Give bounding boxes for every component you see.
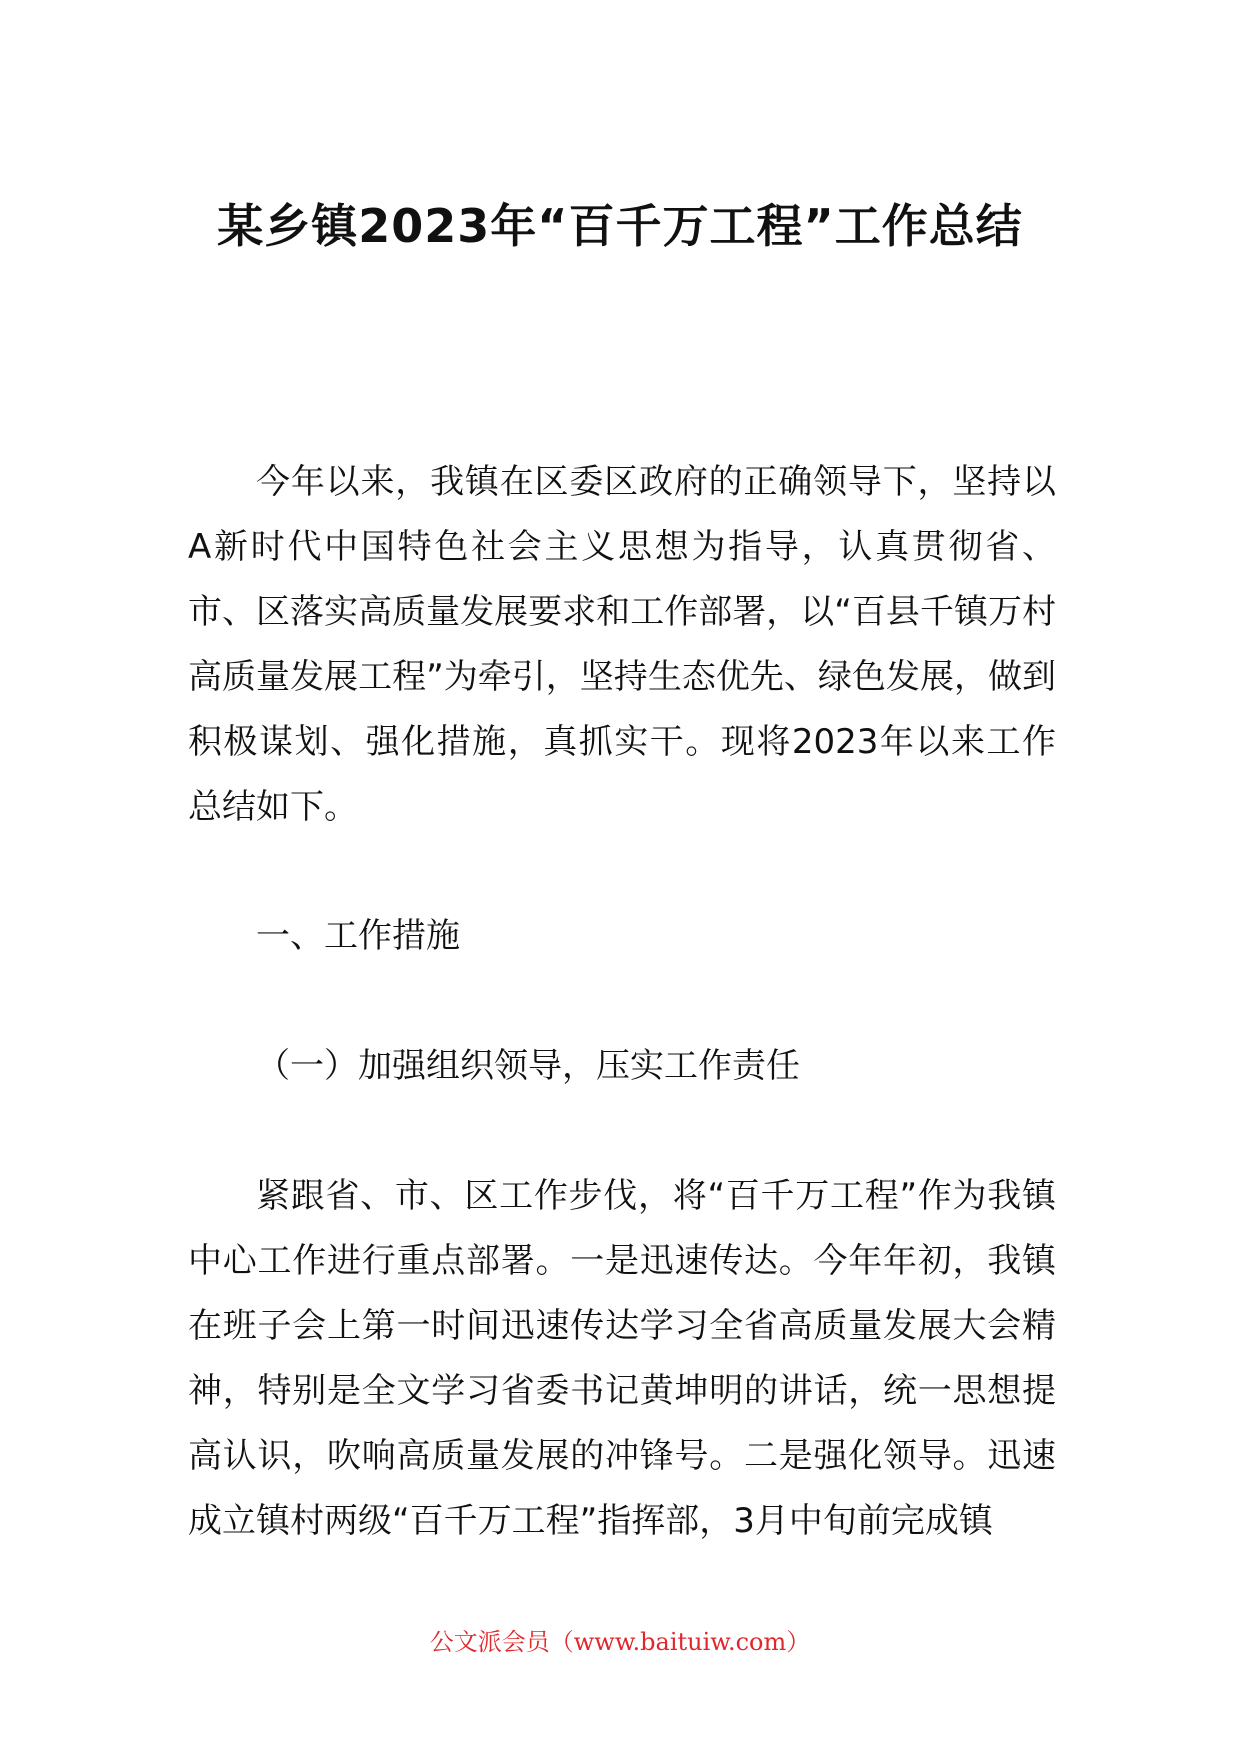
section-heading: 一、工作措施 (256, 916, 460, 956)
subsection-body-paragraph: 紧跟省、市、区工作步伐，将“百千万工程”作为我镇中心工作进行重点部署。一是迅速传达。今年年初，我镇在班子会上第一时间迅速传达学习全省高质量发展大会精神，特别是全文学习省委书记黄坤明的讲话，统一思想提高认识，吹响高质量发展的冲锋号。二是强化领导。迅速成立镇村两级“百千万工程”指挥部，3月中旬前完成镇 (188, 1176, 1056, 1541)
document-title: 某乡镇2023年“百千万工程”工作总结 (217, 199, 1023, 253)
footer-watermark: 公文派会员（www.baituiw.com） (429, 1628, 811, 1656)
subsection-heading: （一）加强组织领导，压实工作责任 (256, 1046, 800, 1086)
intro-paragraph: 今年以来，我镇在区委区政府的正确领导下，坚持以A新时代中国特色社会主义思想为指导，认真贯彻省、市、区落实高质量发展要求和工作部署，以“百县千镇万村高质量发展工程”为牵引，坚持生态优先、绿色发展，做到积极谋划、强化措施，真抓实干。现将2023年以来工作总结如下。 (188, 462, 1056, 827)
